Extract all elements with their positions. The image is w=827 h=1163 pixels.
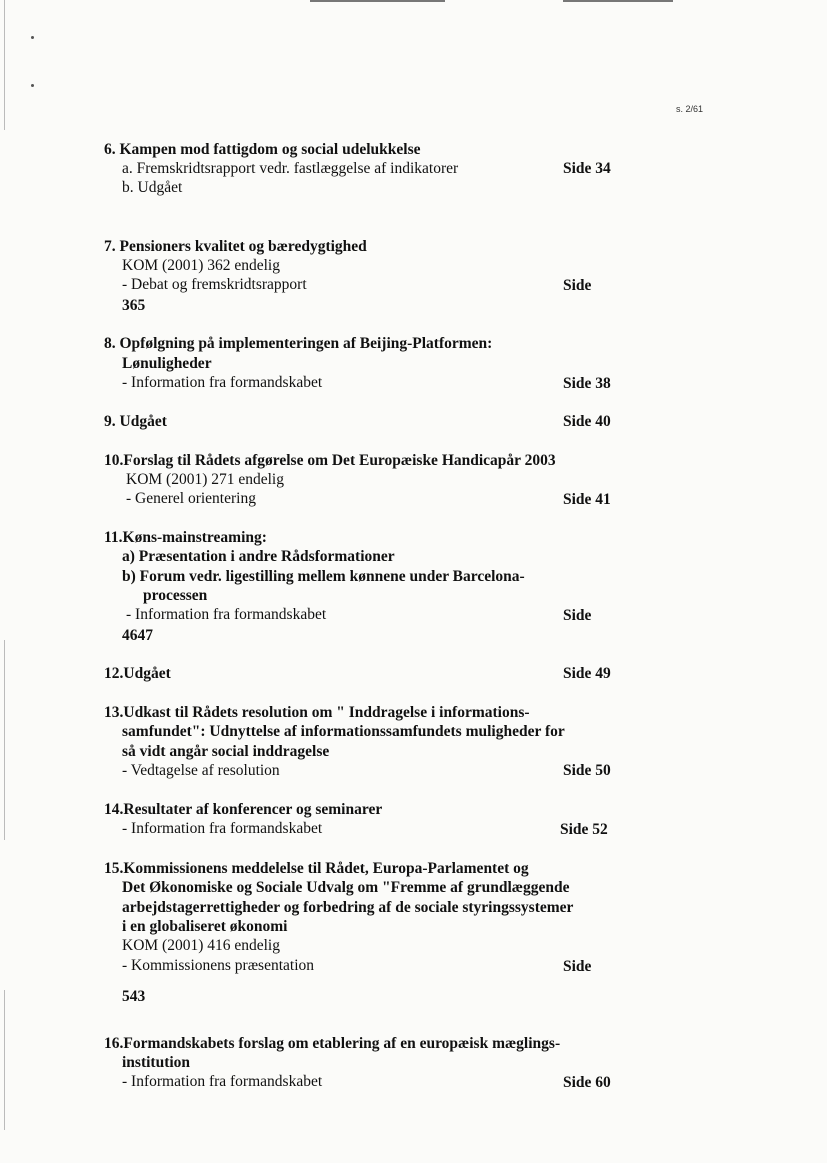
item-8-heading-1: 8. Opfølgning på implementeringen af Beijing-Platformen:	[104, 335, 493, 352]
item-12-side: Side 49	[563, 665, 611, 682]
item-13-heading-2: samfundet": Udnyttelse af informationssamfundets muligheder for	[122, 723, 565, 740]
item-8-sub: - Information fra formandskabet	[122, 374, 323, 391]
item-16-sub: - Information fra formandskabet	[122, 1073, 323, 1090]
item-15-heading-2: Det Økonomiske og Sociale Udvalg om "Fremme af grundlæggende	[122, 879, 570, 896]
item-15-heading-1: 15.Kommissionens meddelelse til Rådet, Europa-Parlamentet og	[104, 860, 529, 877]
item-15-heading-4: i en globaliseret økonomi	[122, 918, 288, 935]
item-6-heading: 6. Kampen mod fattigdom og social udelukkelse	[104, 141, 421, 158]
item-14-heading: 14.Resultater af konferencer og seminarer	[104, 801, 383, 818]
item-10-side: Side 41	[563, 491, 611, 508]
item-13-heading-3: så vidt angår social inddragelse	[122, 743, 330, 760]
item-13-heading-1: 13.Udkast til Rådets resolution om " Inddragelse i informations-	[104, 704, 530, 721]
item-7-heading: 7. Pensioners kvalitet og bæredygtighed	[104, 238, 367, 255]
item-11-num: 4647	[122, 627, 153, 644]
item-11-side: Side	[563, 607, 592, 624]
scan-edge-line	[563, 0, 673, 2]
item-14-sub: - Information fra formandskabet	[122, 820, 323, 837]
item-15-ref: KOM (2001) 416 endelig	[122, 937, 280, 954]
item-16-side: Side 60	[563, 1074, 611, 1091]
item-8-heading-2: Lønuligheder	[122, 355, 212, 372]
item-9-heading: 9. Udgået	[104, 413, 167, 430]
item-11-b-1: b) Forum vedr. ligestilling mellem kønnene under Barcelona-	[122, 568, 525, 585]
item-7-sub: - Debat og fremskridtsrapport	[122, 276, 307, 293]
item-15-side: Side	[563, 958, 592, 975]
item-11-heading: 11.Køns-mainstreaming:	[104, 529, 267, 546]
item-13-side: Side 50	[563, 762, 611, 779]
item-6-b: b. Udgået	[122, 179, 183, 196]
item-10-sub: - Generel orientering	[126, 490, 256, 507]
item-15-num: 543	[122, 988, 146, 1005]
item-10-heading: 10.Forslag til Rådets afgørelse om Det Europæiske Handicapår 2003	[104, 452, 556, 469]
item-11-sub: - Information fra formandskabet	[126, 606, 327, 623]
item-10-ref: KOM (2001) 271 endelig	[126, 471, 284, 488]
punch-hole-mark	[31, 36, 34, 39]
item-11-a: a) Præsentation i andre Rådsformationer	[122, 548, 395, 565]
scan-margin-line	[4, 0, 5, 130]
item-15-sub: - Kommissionens præsentation	[122, 957, 315, 974]
item-15-heading-3: arbejdstagerrettigheder og forbedring af de sociale styringssystemer	[122, 899, 574, 916]
item-7-side: Side	[563, 277, 592, 294]
item-6-a: a. Fremskridtsrapport vedr. fastlæggelse af indikatorer	[122, 160, 459, 177]
item-14-side: Side 52	[560, 821, 608, 838]
scan-margin-line	[4, 640, 5, 840]
item-16-heading-2: institution	[122, 1054, 191, 1071]
item-6-a-side: Side 34	[563, 160, 611, 177]
item-7-ref: KOM (2001) 362 endelig	[122, 257, 280, 274]
item-9-side: Side 40	[563, 413, 611, 430]
item-16-heading-1: 16.Formandskabets forslag om etablering af en europæisk mæglings-	[104, 1035, 561, 1052]
item-8-side: Side 38	[563, 375, 611, 392]
item-11-b-2: processen	[143, 587, 208, 604]
punch-hole-mark	[31, 84, 34, 87]
item-12-heading: 12.Udgået	[104, 665, 171, 682]
scan-margin-line	[4, 990, 5, 1130]
item-7-num: 365	[122, 297, 146, 314]
scan-edge-line	[310, 0, 445, 2]
page-number: s. 2/61	[676, 104, 704, 114]
item-13-sub: - Vedtagelse af resolution	[122, 762, 280, 779]
